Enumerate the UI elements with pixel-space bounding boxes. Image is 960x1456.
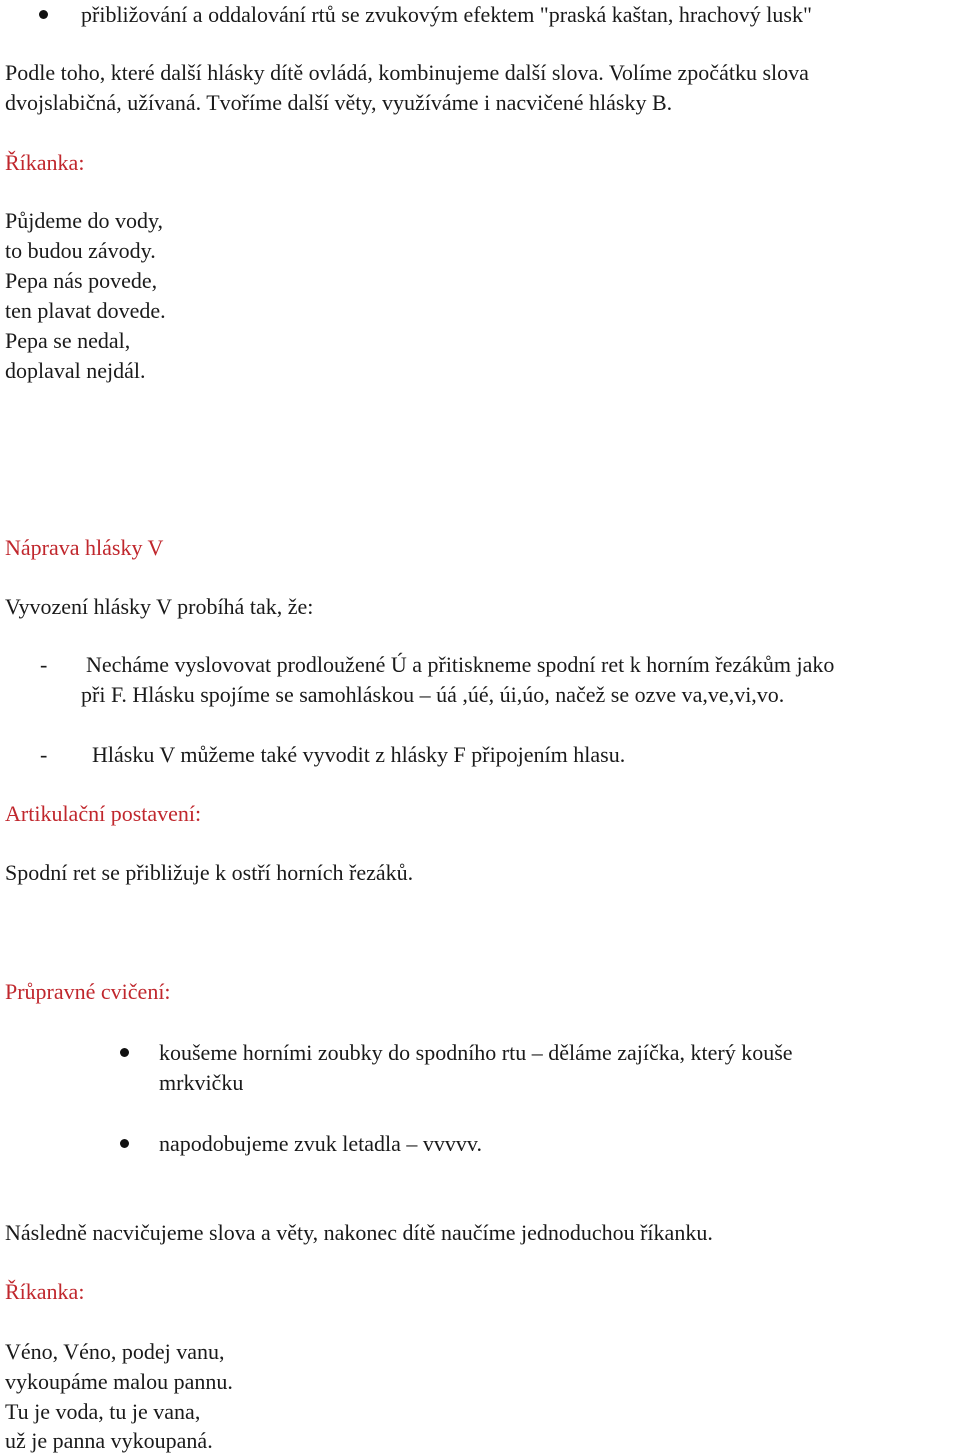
list-item: přibližování a oddalování rtů se zvukovým efektem "praská kaštan, hrachový lusk"	[81, 2, 812, 27]
rhyme-line: Véno, Véno, podej vanu,	[5, 1339, 225, 1364]
list-item: koušeme horními zoubky do spodního rtu – děláme zajíčka, který kouše	[159, 1040, 793, 1065]
bullet-icon	[120, 1048, 129, 1057]
list-item-continuation: při F. Hlásku spojíme se samohláskou – úá ,úé, úi,úo, načež se ozve va,ve,vi,vo.	[81, 682, 785, 707]
rhyme-line: Tu je voda, tu je vana,	[5, 1399, 201, 1424]
list-item-continuation: mrkvičku	[159, 1070, 244, 1095]
section-intro: Vyvození hlásky V probíhá tak, že:	[5, 594, 314, 619]
rhyme-line: Pepa se nedal,	[5, 328, 131, 353]
list-item: Hlásku V můžeme také vyvodit z hlásky F připojením hlasu.	[92, 742, 626, 767]
rhyme-line: Pepa nás povede,	[5, 268, 158, 293]
articulation-heading: Artikulační postavení:	[5, 801, 202, 826]
rhyme-line: už je panna vykoupaná.	[5, 1428, 213, 1453]
list-item: Necháme vyslovovat prodloužené Ú a přitiskneme spodní ret k horním řezákům jako	[86, 652, 835, 677]
paragraph-line: dvojslabičná, užívaná. Tvoříme další věty, využíváme i nacvičené hlásky B.	[5, 90, 673, 115]
paragraph-line: Podle toho, které další hlásky dítě ovládá, kombinujeme další slova. Volíme zpočátku slova	[5, 60, 809, 85]
list-item: napodobujeme zvuk letadla – vvvvv.	[159, 1131, 482, 1156]
articulation-text: Spodní ret se přibližuje k ostří horních řezáků.	[5, 860, 414, 885]
rhyme-heading: Říkanka:	[5, 150, 85, 175]
rhyme-heading: Říkanka:	[5, 1279, 85, 1304]
exercise-heading: Průpravné cvičení:	[5, 979, 171, 1004]
rhyme-line: ten plavat dovede.	[5, 298, 166, 323]
dash-marker: -	[40, 652, 48, 677]
rhyme-line: vykoupáme malou pannu.	[5, 1369, 233, 1394]
rhyme-line: doplaval nejdál.	[5, 358, 146, 383]
dash-marker: -	[40, 742, 48, 767]
paragraph-line: Následně nacvičujeme slova a věty, nakonec dítě naučíme jednoduchou říkanku.	[5, 1220, 713, 1245]
rhyme-line: Půjdeme do vody,	[5, 208, 164, 233]
bullet-icon	[120, 1139, 129, 1148]
rhyme-line: to budou závody.	[5, 238, 156, 263]
bullet-icon	[39, 10, 48, 19]
section-heading: Náprava hlásky V	[5, 535, 164, 560]
